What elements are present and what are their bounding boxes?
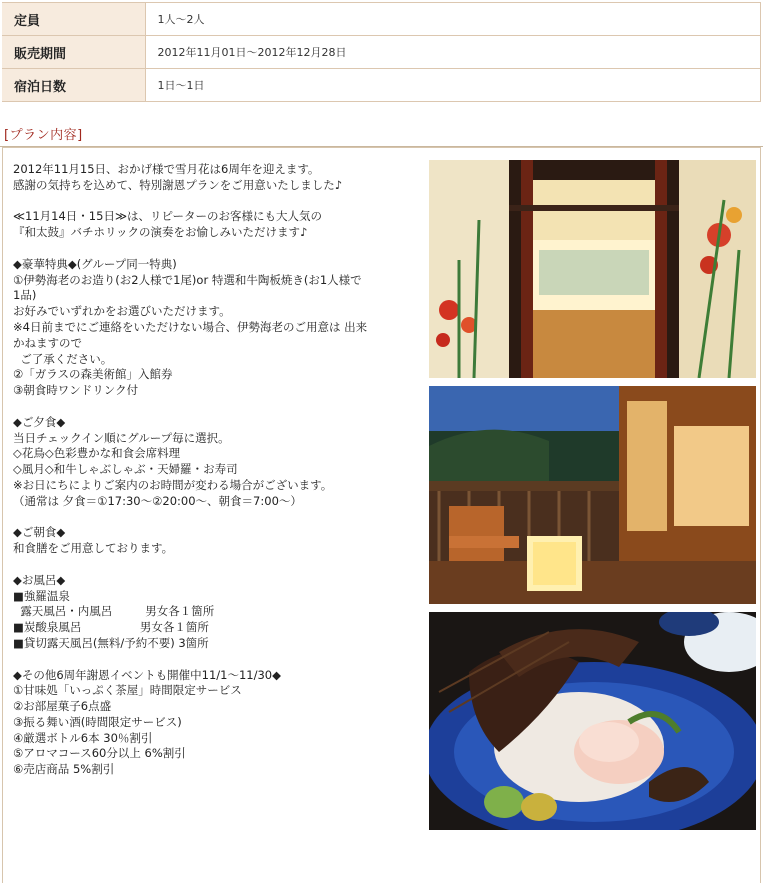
description-line: ◇風月◇和牛しゃぶしゃぶ・天婦羅・お寿司 [13,462,238,477]
info-value: 1人〜2人 [145,3,761,36]
description-line: お好みでいずれかをお選びいただけます。 [13,304,231,319]
description-line [13,399,413,415]
description-line [13,241,413,257]
description-line: ご了承ください。 [13,351,113,366]
info-label: 販売期間 [2,36,145,69]
description-line: 『和太鼓』バチホリックの演奏をお愉しみいただけます♪ [13,225,308,240]
description-line: ◆ご朝食◆ [13,525,66,540]
description-line [13,557,413,573]
plan-info-table [2,2,761,102]
description-line: ■貸切露天風呂(無料/予約不要) 3箇所 [13,635,209,650]
description-line: ■強羅温泉 [13,588,70,603]
plan-content-heading: [プラン内容] [4,128,83,143]
lobster-dish-photo [429,612,756,830]
plan-description [13,162,413,778]
description-line: ②「ガラスの森美術館」入館券 [13,367,173,382]
description-line: ■炭酸泉風呂 男女各１箇所 [13,620,209,635]
description-line: ②お部屋菓子6点盛 [13,699,112,714]
terrace-photo [429,386,756,604]
description-line: 2012年11月15日、おかげ様で雪月花は6周年を迎えます。 [13,162,320,176]
info-row-capacity [2,3,761,36]
description-line: ◆ご夕食◆ [13,414,66,429]
info-row-sale-period [2,36,761,69]
description-line: 感謝の気持ちを込めて、特別謝恩プランをご用意いたしました♪ [13,177,343,192]
description-line: ③朝食時ワンドリンク付 [13,383,139,398]
description-line: ※お日にちによりご案内のお時間が変わる場合がございます。 [13,477,333,492]
description-line: ③振る舞い酒(時間限定サービス) [13,714,182,729]
description-line: ≪11月14日・15日≫は、リピーターのお客様にも大人気の [13,209,323,224]
entrance-photo [429,160,756,378]
description-line: ①伊勢海老のお造り(お2人様で1尾)or 特選和牛陶板焼き(お1人様で [13,272,362,287]
info-label: 宿泊日数 [2,69,145,102]
description-line: 当日チェックイン順にグループ毎に選択。 [13,430,230,445]
description-line: ⑤アロマコース60分以上 6%割引 [13,746,186,761]
info-value: 2012年11月01日〜2012年12月28日 [145,36,761,69]
description-line: 1品) [13,288,37,303]
description-line: ※4日前までにご連絡をいただけない場合、伊勢海老のご用意は 出来 [13,319,368,334]
description-line: ◆その他6周年謝恩イベントも開催中11/1〜11/30◆ [13,667,281,682]
description-line: ④厳選ボトル6本 30％割引 [13,730,153,745]
description-line: （通常は 夕食＝①17:30〜②20:00〜、朝食＝7:00〜） [13,493,302,508]
description-line: ①甘味処「いっぷく茶屋」時間限定サービス [13,683,242,698]
description-line: ◇花鳥◇色彩豊かな和食会席料理 [13,446,181,461]
description-line: ◆豪華特典◆(グループ同一特典) [13,256,177,271]
description-line: ⑥売店商品 5%割引 [13,762,115,777]
description-line: かねますので [13,335,82,350]
info-value: 1日〜1日 [145,69,761,102]
description-line [13,194,413,210]
description-line [13,652,413,668]
info-row-stay-nights [2,69,761,102]
description-line: 和食膳をご用意しております。 [13,541,174,556]
description-line [13,510,413,526]
description-line: ◆お風呂◆ [13,572,66,587]
info-label: 定員 [2,3,145,36]
description-line: 露天風呂・内風呂 男女各１箇所 [13,604,215,619]
